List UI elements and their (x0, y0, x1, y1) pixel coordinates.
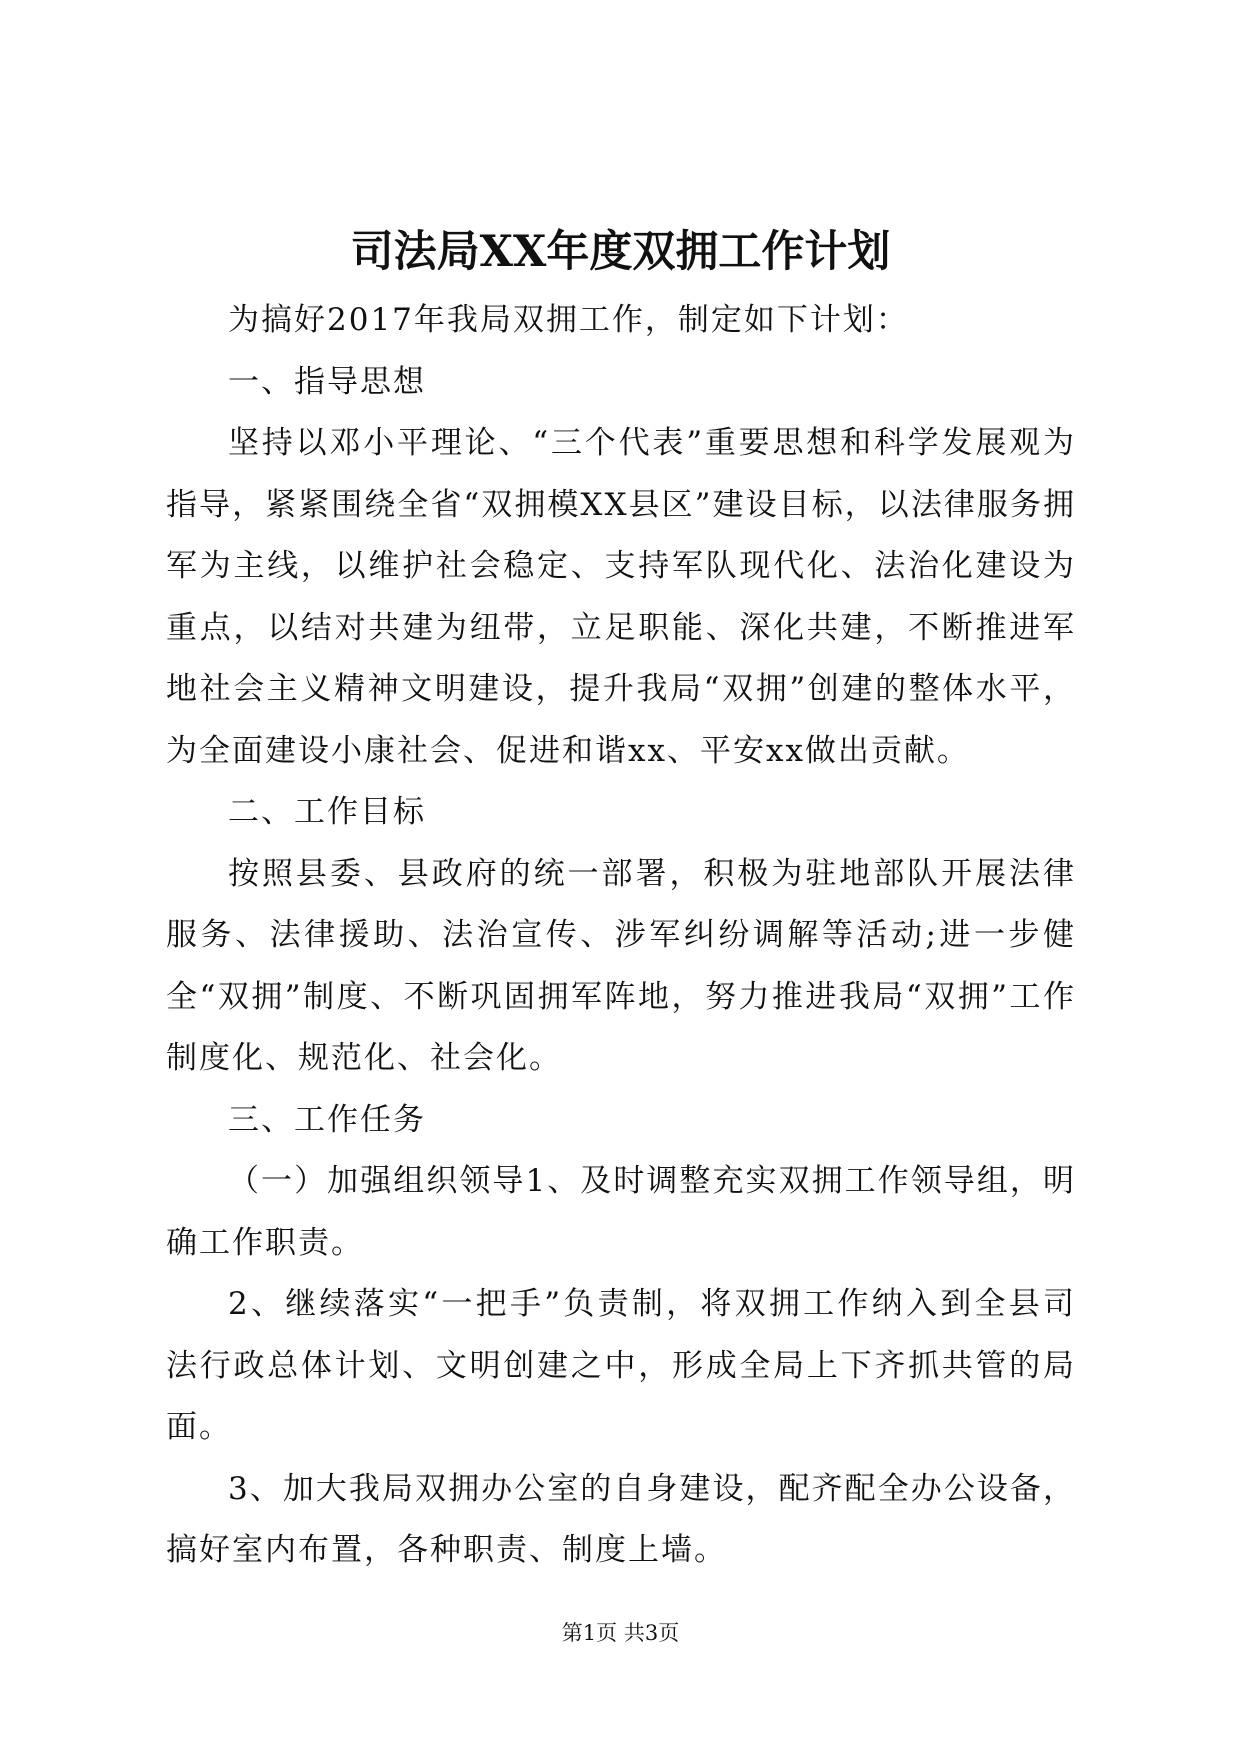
heading-work-tasks: 三、工作任务 (228, 1101, 426, 1138)
heading-work-goals: 二、工作目标 (228, 794, 426, 830)
paragraph-guiding-ideology: 坚持以邓小平理论、“三个代表”重要思想和科学发展观为指导，紧紧围绕全省“双拥模XX县区”建设目标，以法律服务拥军为主线，以维护社会稳定、支持军队现代化、法治化建设为重点，以结对共建为纽带，立足职能、深化共建，不断推进军地社会主义精神文明建设，提升我局“双拥”创建的整体水平，为全面建设小康社会、促进和谐xx、平安xx做出贡献。 (166, 425, 1076, 769)
paragraph-task-3: 3、加大我局双拥办公室的自身建设，配齐配全办公设备，搞好室内布置，各种职责、制度上墙。 (166, 1470, 1076, 1568)
page-footer: 第1页 共3页 (561, 1621, 680, 1645)
document-title: 司法局XX年度双拥工作计划 (350, 227, 891, 277)
paragraph-work-goals: 按照县委、县政府的统一部署，积极为驻地部队开展法律服务、法律援助、法治宣传、涉军纠纷调解等活动;进一步健全“双拥”制度、不断巩固拥军阵地，努力推进我局“双拥”工作制度化、规范化、社会化。 (166, 855, 1076, 1076)
paragraph-task-2: 2、继续落实“一把手”负责制，将双拥工作纳入到全县司法行政总体计划、文明创建之中，形成全局上下齐抓共管的局面。 (166, 1286, 1076, 1445)
document-body (166, 290, 1076, 1582)
paragraph-task-1: （一）加强组织领导1、及时调整充实双拥工作领导组，明确工作职责。 (166, 1163, 1076, 1261)
paragraph-intro: 为搞好2017年我局双拥工作，制定如下计划： (228, 302, 909, 338)
heading-guiding-ideology: 一、指导思想 (228, 363, 426, 400)
